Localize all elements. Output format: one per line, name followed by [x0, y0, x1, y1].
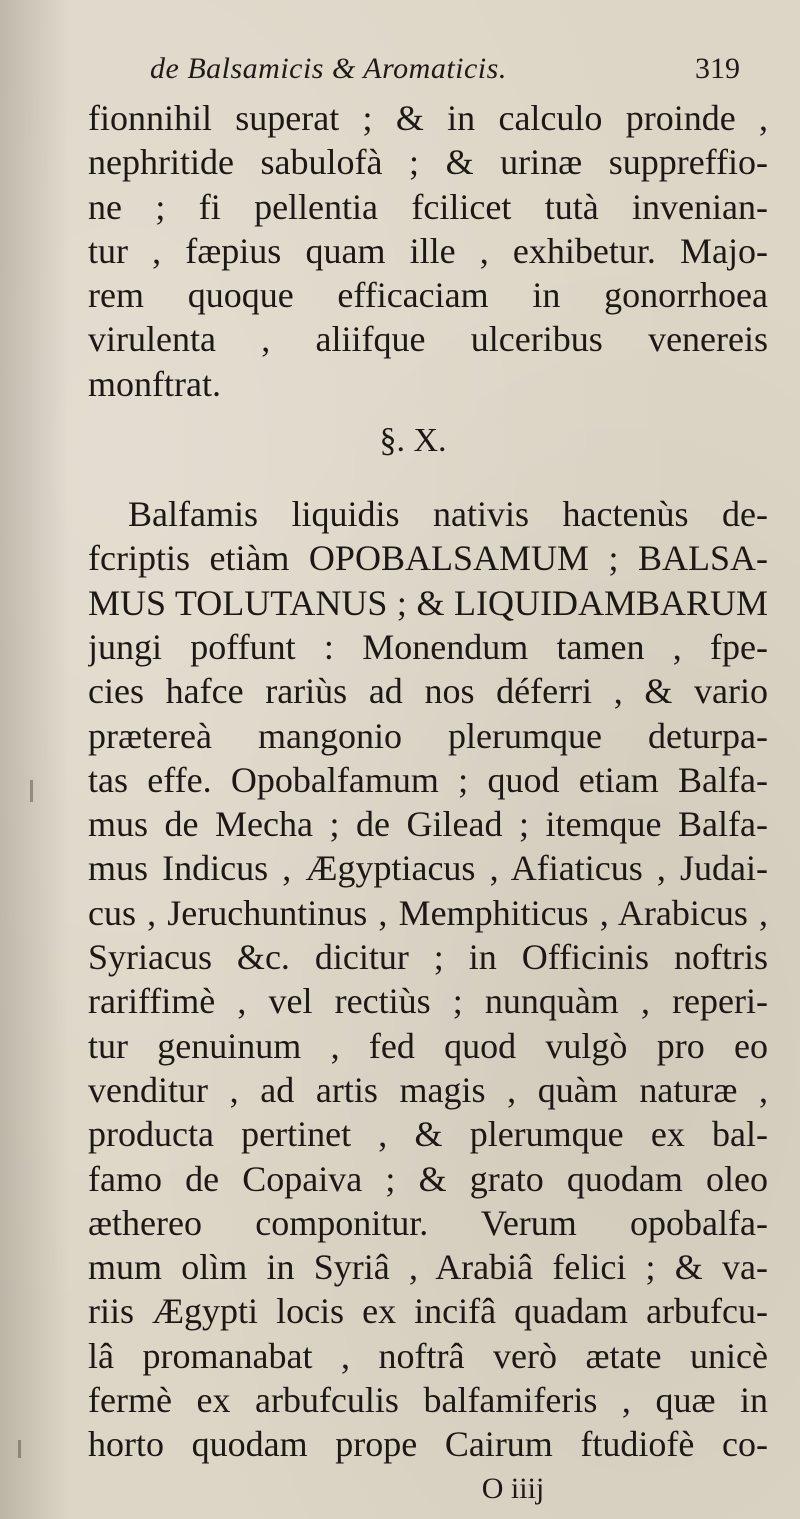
text-line: tur genuinum , fed quod vulgò pro eo: [88, 1025, 768, 1066]
margin-mark: [18, 1440, 21, 1458]
page-gutter-shadow: [0, 0, 70, 1519]
text-line: rem quoque efficaciam in gonorrhoea: [88, 275, 768, 316]
text-line: tas effe. Opobalfamum ; quod etiam Balfa-: [88, 759, 768, 800]
text-line: jungi poffunt : Monendum tamen , fpe-: [88, 626, 768, 667]
text-line: fermè ex arbufculis balfamiferis , quæ in: [88, 1380, 768, 1421]
text-line: virulenta , aliifque ulceribus venereis: [88, 319, 768, 360]
body-text: [88, 96, 768, 1511]
paragraph-2: [88, 492, 768, 1467]
page-header: [150, 52, 740, 102]
text-line: prætereà mangonio plerumque deturpa-: [88, 715, 768, 756]
text-line: fionnihil superat ; & in calculo proinde ,: [88, 98, 768, 138]
text-line: horto quodam prope Cairum ftudiofè co-: [88, 1424, 768, 1465]
text-line: Balfamis liquidis nativis hactenùs de-: [128, 494, 768, 535]
text-line: mus Indicus , Ægyptiacus , Afiaticus , Judai-: [88, 848, 768, 889]
text-line: cies hafce rariùs ad nos déferri , & vario: [88, 671, 768, 712]
text-line: venditur , ad artis magis , quàm naturæ ,: [88, 1069, 768, 1110]
text-line: lâ promanabat , noftrâ verò ætate unicè: [88, 1335, 768, 1376]
text-line: nephritide sabulofà ; & urinæ suppreffio-: [88, 142, 768, 183]
text-line: cus , Jeruchuntinus , Memphiticus , Arabicus ,: [88, 892, 768, 933]
text-line: riis Ægypti locis ex incifâ quadam arbufcu-: [88, 1291, 768, 1332]
text-line: tur , fæpius quam ille , exhibetur. Majo-: [88, 230, 768, 271]
text-line: MUS TOLUTANUS ; & LIQUIDAMBARUM: [88, 582, 768, 623]
text-line: monftrat.: [88, 363, 221, 404]
text-line: mum olìm in Syriâ , Arabiâ felici ; & va-: [88, 1247, 768, 1288]
paragraph-1: [88, 96, 768, 406]
text-line: æthereo componitur. Verum opobalfa-: [88, 1202, 768, 1243]
text-line: famo de Copaiva ; & grato quodam oleo: [88, 1158, 768, 1199]
text-line: ne ; fi pellentia fcilicet tutà invenian-: [88, 186, 768, 227]
running-head: de Balsamicis & Aromaticis.: [150, 52, 507, 85]
text-line: fcriptis etiàm OPOBALSAMUM ; BALSA-: [88, 538, 768, 579]
text-line: rariffimè , vel rectiùs ; nunquàm , reperi-: [88, 981, 768, 1022]
page-number: 319: [695, 52, 740, 85]
text-line: producta pertinet , & plerumque ex bal-: [88, 1114, 768, 1155]
signature-mark: O iiij: [481, 1471, 545, 1505]
text-line: Syriacus &c. dicitur ; in Officinis noftris: [88, 937, 768, 978]
text-line: mus de Mecha ; de Gilead ; itemque Balfa-: [88, 804, 768, 845]
section-heading: §. X.: [379, 422, 447, 460]
margin-mark: [30, 780, 33, 802]
